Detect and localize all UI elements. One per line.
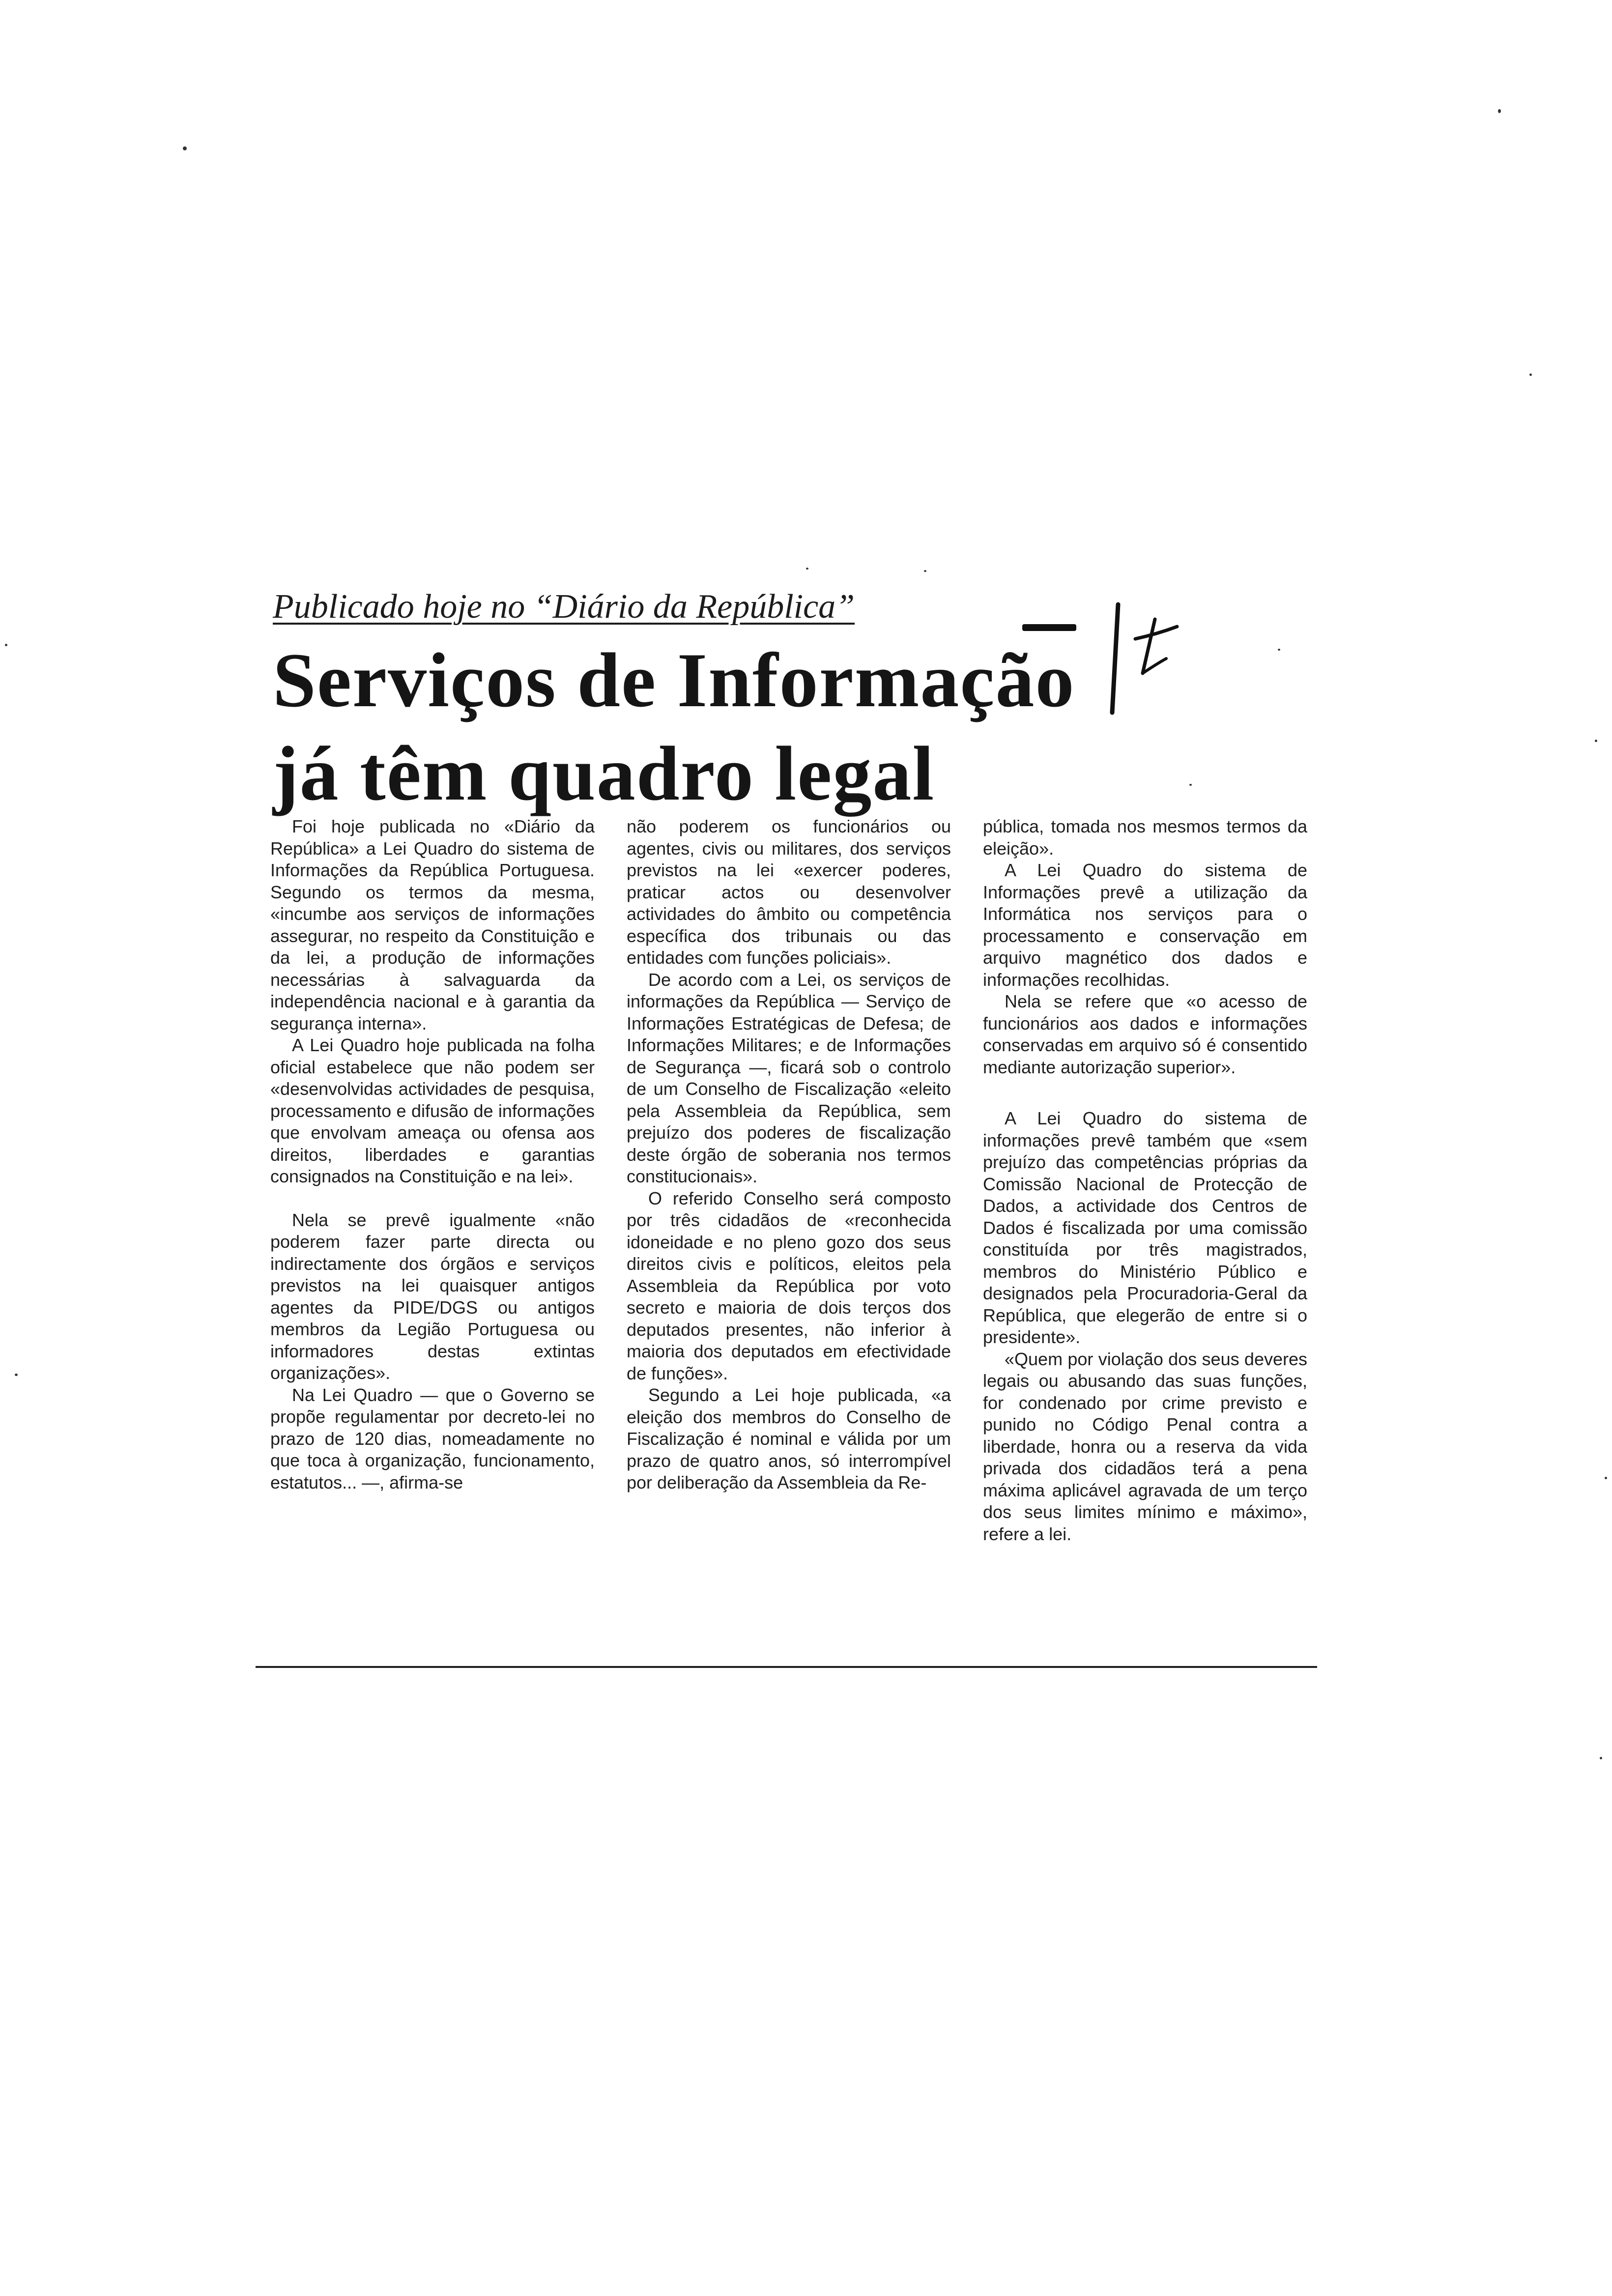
paragraph: Na Lei Quadro — que o Governo se propõe regulamentar por decreto-lei no prazo de 120 dias, nomeadamente no que toca à organização, funcionamento, estatutos... —, afirma-se: [270, 1384, 595, 1492]
scan-speck: [1278, 649, 1280, 651]
article-body: [265, 816, 1327, 1651]
handwritten-mark-icon: [1108, 600, 1197, 718]
paragraph: O referido Conselho será composto por três cidadãos de «reconhecida idoneidade e no pleno gozo dos seus direitos civis e políticos, eleitos pela Assembleia da República por voto secreto e maioria de dois terços dos deputados presentes, não inferior à maioria dos deputados em efectividade de funções».: [627, 1188, 951, 1383]
scan-speck: [806, 568, 808, 570]
article-kicker: Publicado hoje no “Diário da República”: [273, 588, 855, 626]
paragraph: Nela se refere que «o acesso de funcionários aos dados e informações conservadas em arquivo só é consentido mediante autorização superior».: [983, 991, 1307, 1077]
column-2: [627, 816, 951, 1494]
paragraph: A Lei Quadro do sistema de informações prevê também que «sem prejuízo das competências próprias da Comissão Nacional de Protecção de Dados, a actividade dos Centros de Dados é fiscalizada por uma comissão constituída por três magistrados, membros do Ministério Público e designados pela Procuradoria-Geral da República, que elegerão de entre si o presidente».: [983, 1108, 1307, 1347]
paragraph: Segundo a Lei hoje publicada, «a eleição dos membros do Conselho de Fiscalização é nominal e válida por um prazo de quatro anos, só interrompível por deliberação da Assembleia da Re-: [627, 1385, 951, 1492]
scan-speck: [1605, 1477, 1607, 1479]
column-3: [983, 816, 1307, 1545]
paragraph: Foi hoje publicada no «Diário da República» a Lei Quadro do sistema de Informações da República Portuguesa. Segundo os termos da mesma, «incumbe aos serviços de informações assegurar, no respeito da Constituição e da lei, a produção de informações necessárias à salvaguarda da independência nacional e à garantia da segurança interna».: [270, 816, 595, 1033]
scan-speck: [1529, 373, 1532, 376]
scan-speck: [1595, 740, 1597, 742]
headline-line-2: já têm quadro legal: [273, 731, 935, 817]
kicker-dash: [1022, 624, 1076, 631]
scan-speck: [1498, 109, 1501, 113]
scan-speck: [15, 1374, 18, 1376]
scan-speck: [924, 570, 926, 572]
headline-line-1: Serviços de Informação: [273, 637, 1075, 723]
paragraph: Nela se prevê igualmente «não poderem fazer parte directa ou indirectamente dos órgãos e serviços previstos na lei quaisquer antigos agentes da PIDE/DGS ou antigos membros da Legião Portuguesa ou informadores destas extintas organizações».: [270, 1209, 595, 1383]
paragraph: pública, tomada nos mesmos termos da eleição».: [983, 816, 1307, 859]
paragraph: De acordo com a Lei, os serviços de informações da República — Serviço de Informações Estratégicas de Defesa; de Informações Militares; e de Informações de Segurança —, ficará sob o controlo de um Conselho de Fiscalização «eleito pela Assembleia da República, sem prejuízo dos poderes de fiscalização deste órgão de soberania nos termos constitucionais».: [627, 969, 951, 1186]
article-headline: [273, 634, 1157, 821]
bottom-rule: [256, 1666, 1317, 1668]
paragraph: não poderem os funcionários ou agentes, civis ou militares, dos serviços previstos na lei «exercer poderes, praticar actos ou desenvolver actividades do âmbito ou competência específica dos tribunais ou das entidades com funções policiais».: [627, 816, 951, 968]
paragraph: A Lei Quadro hoje publicada na folha oficial estabelece que não podem ser «desenvolvidas actividades de pesquisa, processamento e difusão de informações que envolvam ameaça ou ofensa aos direitos, liberdades e garantias consignados na Constituição e na lei».: [270, 1035, 595, 1186]
column-1: [270, 816, 595, 1493]
scan-speck: [5, 644, 7, 646]
paragraph: «Quem por violação dos seus deveres legais ou abusando das suas funções, for condenado por crime previsto e punido no Código Penal contra a liberdade, honra ou a reserva da vida privada dos cidadãos terá a pena máxima aplicável agravada de um terço dos seus limites mínimo e máximo», refere a lei.: [983, 1349, 1307, 1544]
scan-speck: [183, 146, 187, 150]
paragraph: A Lei Quadro do sistema de Informações prevê a utilização da Informática nos serviços para o processamento e conservação em arquivo magnético dos dados e informações recolhidas.: [983, 860, 1307, 990]
scan-speck: [1600, 1757, 1602, 1759]
scan-speck: [1189, 784, 1192, 786]
